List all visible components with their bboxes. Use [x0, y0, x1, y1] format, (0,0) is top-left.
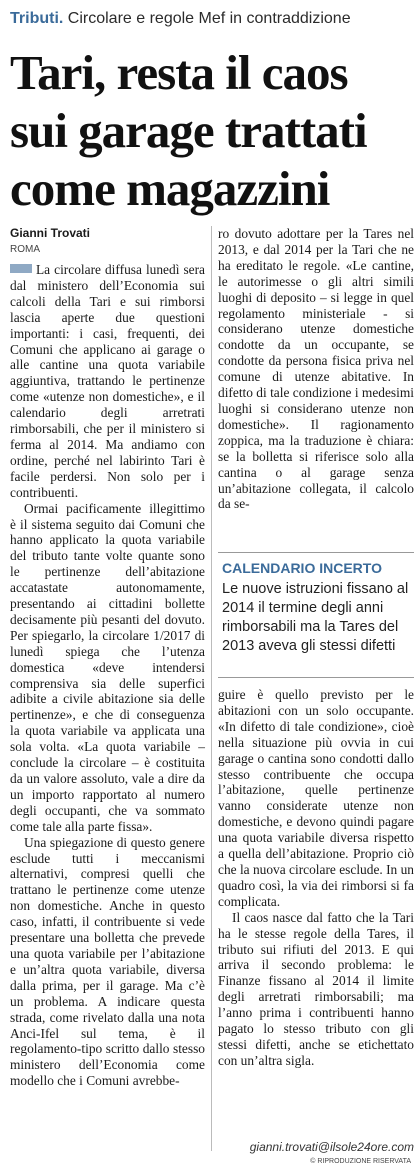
kicker-subtitle: Circolare e regole Mef in contraddizione — [67, 10, 351, 27]
box-divider-bottom — [218, 677, 414, 678]
article-paragraph: Il caos nasce dal fatto che la Tari ha le stesse regole della Tares, il tributo sui rifiuti del 2013. E qui arriva il secondo problema: le Finanze fissano al 2014 il limite degli arretrati rimborsabili; ma l’anno prima i contribuenti hanno pagato lo stesso tributo con gli stessi difetti, anche se etichettato con un’altra sigla. — [218, 909, 414, 1068]
column-divider — [211, 226, 212, 1151]
box-divider-top — [218, 552, 414, 553]
section-tag: Tributi. — [10, 10, 64, 27]
dateline: ROMA — [10, 244, 40, 255]
article-column-right-top — [218, 226, 414, 512]
box-text: Le nuove istruzioni fissano al 2014 il termine degli anni rimborsabili ma la Tares del 2013 aveva gli stessi difetti — [222, 581, 409, 654]
article-column-left — [10, 262, 205, 1089]
kicker — [10, 8, 410, 30]
lead-marker-icon — [10, 264, 32, 273]
article-paragraph: ro dovuto adottare per la Tares nel 2013, e dal 2014 per la Tari che ne ha ereditato le regole. «Le cantine, le autorimesse o gli altri simili luoghi di deposito – si legge in quel regolamento ministeriale - si considerano utenze domestiche condotte da un occupante, se condotte da persona fisica priva nel comune di utenze abitative. In difetto di tale condizione i medesimi luoghi si considerano utenze non domestiche». Il ragionamento zoppica, ma la traduzione è chiara: se la bolletta si riferisce solo alla cantina o al garage senza un’abitazione collegata, il calcolo da se- — [218, 226, 414, 512]
article-paragraph: La circolare diffusa lunedì sera dal ministero dell’Economia sui calcoli della Tari e sui rimborsi lascia aperte due questioni importanti: i casi, frequenti, dei Comuni che applicano ai garage o alle cantine una quota variabile aggiuntiva, trattando le pertinenze come «utenze non domestiche», e il calendario degli arretrati rimborsabili, che per il ministero si ferma al 2014. Ma andiamo con ordine, perché nel labirinto Tari è facile perdersi. Non solo per i contribuenti. — [10, 262, 205, 500]
article-column-right-bottom — [218, 687, 414, 1069]
article-paragraph: Una spiegazione di questo genere esclude tutti i meccanismi alternativi, compresi quelli che trattano le pertinenze come utenze non domestiche. Anche in questo caso, infatti, il contribuente si vede presentare una bolletta che prevede una quota variabile per l’abitazione e un’altra quota variabile, diversa dalla prima, per il garage. Ma c’è un problema. A indicare questa strada, come rivelato dalla una nota Anci-Ifel sul tema, è il regolamento-tipo scritto dallo stesso ministero dell’Economia come modello che i Comuni avrebbe- — [10, 834, 205, 1089]
article-paragraph: guire è quello previsto per le abitazioni con un solo occupante. «In difetto di tale condizione», cioè nella situazione più ovvia in cui garage o cantina sono condotti dallo stesso contribuente che occupa l’abitazione, quelle pertinenze vanno considerate utenze non domestiche, e devono quindi pagare una quota variabile diversa rispetto a quella dell’abitazione. Proprio ciò che la nuova circolare esclude. In un quadro così, la via dei rimborsi si fa complicata. — [218, 687, 414, 909]
headline-line: Tari, resta il caos — [10, 45, 348, 100]
headline-line: come magazzini — [10, 161, 330, 216]
copyright-notice: © RIPRODUZIONE RISERVATA — [310, 1158, 411, 1165]
author-byline: Gianni Trovati — [10, 226, 91, 240]
box-title: CALENDARIO INCERTO — [222, 560, 382, 576]
headline-line: sui garage trattati — [10, 103, 367, 158]
headline — [10, 44, 410, 218]
article-paragraph: Ormai pacificamente illegittimo è il sistema seguito dai Comuni che hanno applicato la quota variabile del tributo tante volte quante sono le pertinenze dell’abitazione accatastate autonomamente, presentando ai cittadini bollette decisamente più pesanti del dovuto. Per spiegarlo, la circolare 1/2017 di lunedì spiega che l’utenza domestica «deve intendersi comprensiva sia delle superfici adibite a civile abitazione sia delle pertinenze», e che di conseguenza la quota variabile va applicata una sola volta. «La quota variabile – conclude la circolare – è costituita da un valore assoluto, vale a dire da un importo rapportato al numero degli occupanti, che va sommato come tale alla parte fissa». — [10, 500, 205, 834]
author-email: gianni.trovati@ilsole24ore.com — [249, 1140, 414, 1154]
